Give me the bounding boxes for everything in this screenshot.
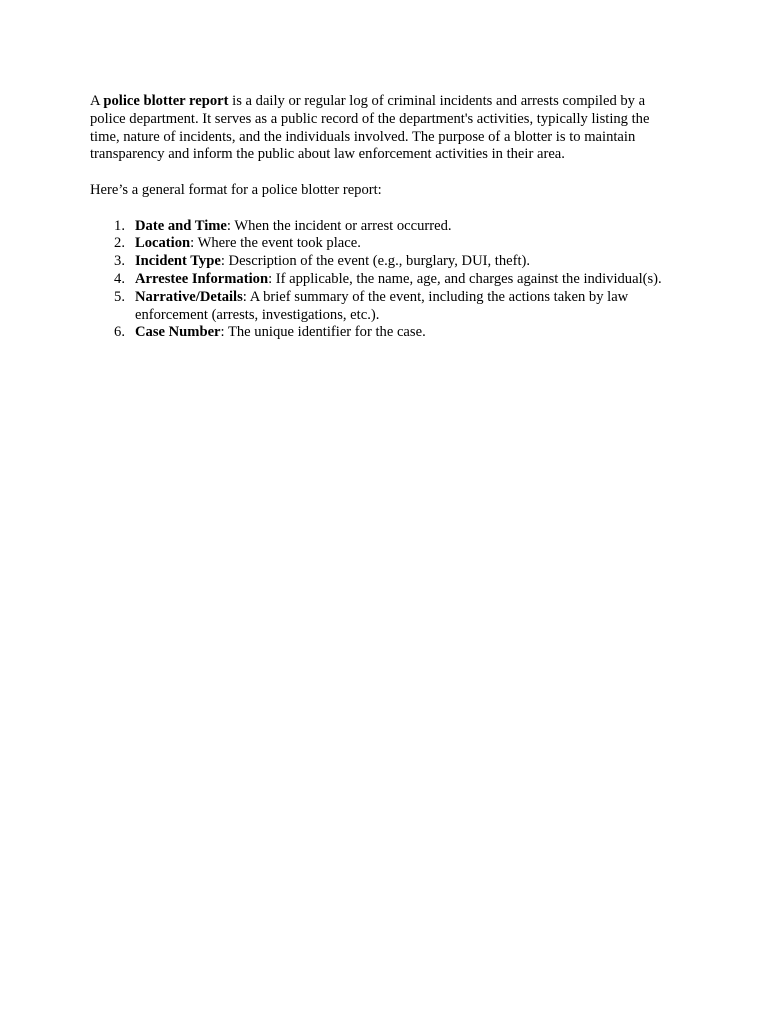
item-label: Arrestee Information <box>135 270 269 287</box>
item-number: 6. <box>114 324 125 341</box>
item-text: : When the incident or arrest occurred. <box>226 217 452 234</box>
item-text: : A brief summary of the event, including the actions taken by law enforcement (arrests, investigations, etc.). <box>135 288 629 323</box>
document-body <box>90 93 680 342</box>
paragraph-text: is a daily or regular log of criminal incidents and arrests compiled by a police department. It serves as a public record of the department's activities, typically listing the time, nature of incidents, and the individuals involved. The purpose of a blotter is to maintain transparency and inform the public about law enforcement activities in their area. <box>90 93 650 163</box>
item-number: 5. <box>114 288 125 305</box>
paragraph-lead: A <box>90 93 104 109</box>
item-text: : Description of the event (e.g., burglary, DUI, theft). <box>220 253 531 270</box>
list-item <box>90 253 680 271</box>
item-number: 4. <box>114 270 125 287</box>
item-text: : The unique identifier for the case. <box>220 324 426 341</box>
item-text: : If applicable, the name, age, and charges against the individual(s). <box>268 270 662 287</box>
item-label: Case Number <box>135 324 221 341</box>
list-item <box>90 289 680 325</box>
item-text: : Where the event took place. <box>190 235 361 252</box>
item-number: 1. <box>114 217 125 234</box>
format-intro: Here’s a general format for a police blotter report: <box>90 181 382 198</box>
format-list <box>90 218 680 343</box>
defined-term: police blotter report <box>103 93 229 109</box>
item-number: 2. <box>114 235 125 252</box>
definition-paragraph <box>90 93 680 164</box>
item-label: Narrative/Details <box>135 288 243 305</box>
item-label: Incident Type <box>135 253 221 270</box>
list-item <box>90 218 680 236</box>
item-number: 3. <box>114 253 125 270</box>
item-label: Date and Time <box>135 217 227 234</box>
list-item <box>90 235 680 253</box>
list-item <box>90 271 680 289</box>
list-item <box>90 324 680 342</box>
item-label: Location <box>135 235 191 252</box>
